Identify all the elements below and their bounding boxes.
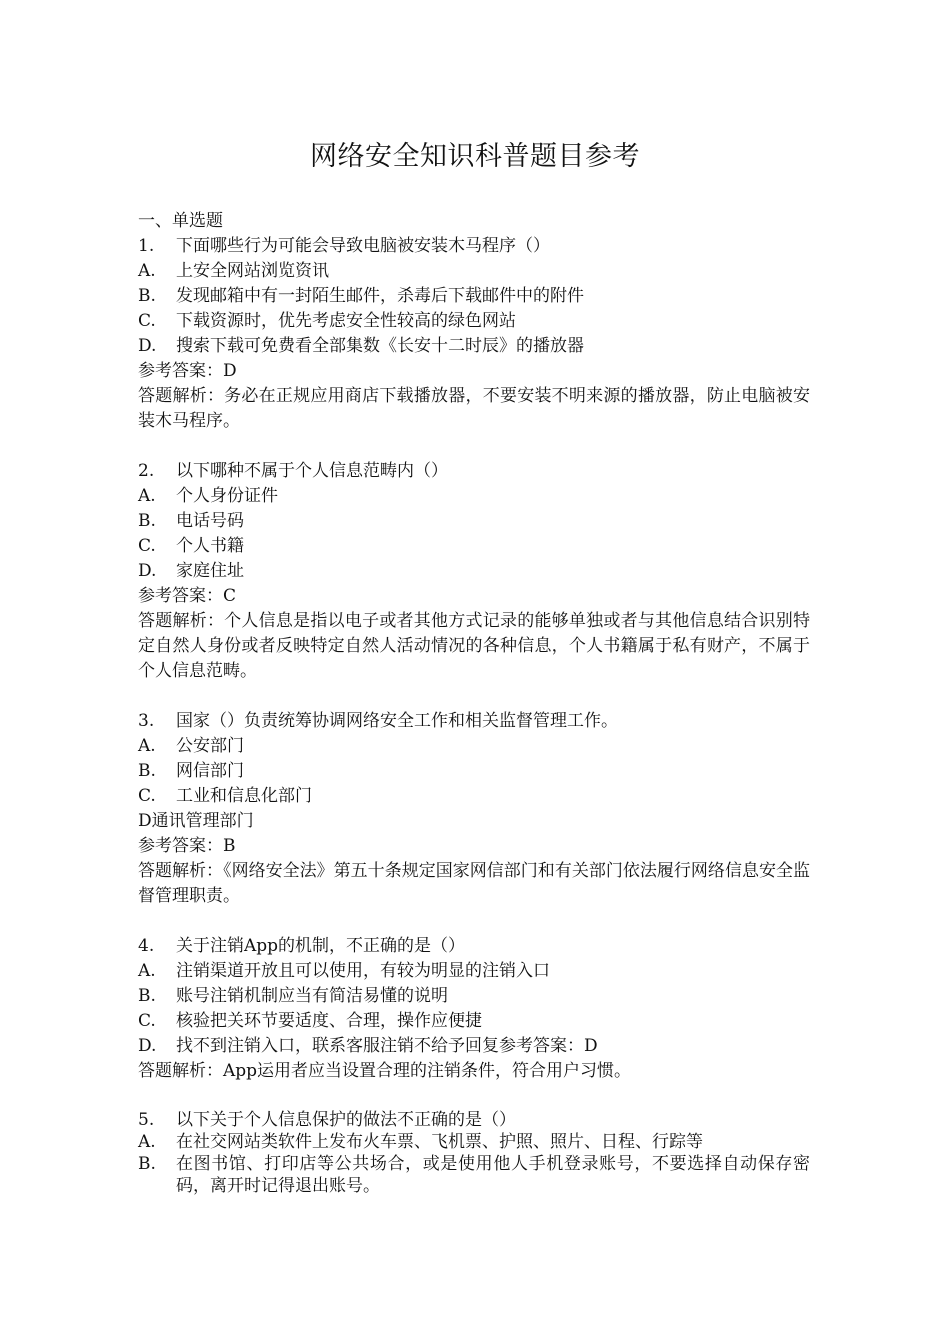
- section-heading: 一、单选题: [138, 211, 223, 231]
- option-c: [138, 534, 810, 559]
- question-1: [138, 234, 810, 434]
- option-c: [138, 309, 810, 334]
- option-text: 账号注销机制应当有简洁易懂的说明: [176, 986, 448, 1006]
- question-5: [138, 1109, 810, 1197]
- option-text: 搜索下载可免费看全部集数《长安十二时辰》的播放器: [176, 336, 584, 356]
- option-d: [138, 559, 810, 584]
- option-letter: A.: [138, 1132, 156, 1152]
- option-text: 工业和信息化部门: [176, 786, 312, 806]
- option-text: 注销渠道开放且可以使用，有较为明显的注销入口: [176, 961, 550, 981]
- option-letter: A.: [138, 486, 156, 506]
- question-3: [138, 709, 810, 909]
- option-letter: C.: [138, 786, 156, 806]
- option-d: [138, 334, 810, 359]
- option-letter: C.: [138, 536, 156, 556]
- option-d: [138, 1034, 810, 1059]
- answer-analysis: 答题解析：App运用者应当设置合理的注销条件，符合用户习惯。: [138, 1061, 632, 1081]
- option-a: [138, 959, 810, 984]
- option-c: [138, 1009, 810, 1034]
- spacer: [138, 434, 810, 459]
- option-b: [138, 284, 810, 309]
- document-title: 网络安全知识科普题目参考: [310, 141, 640, 172]
- option-text: 个人书籍: [176, 536, 244, 556]
- answer-analysis: 答题解析：个人信息是指以电子或者其他方式记录的能够单独或者与其他信息结合识别特定自然人身份或者反映特定自然人活动情况的各种信息，个人书籍属于私有财产，不属于个人信息范畴。: [138, 611, 810, 681]
- option-b: [138, 984, 810, 1009]
- option-a: [138, 259, 810, 284]
- question-text: 下面哪些行为可能会导致电脑被安装木马程序（）: [176, 236, 550, 256]
- option-a: [138, 484, 810, 509]
- answer-analysis: 答题解析：务必在正规应用商店下载播放器，不要安装不明来源的播放器，防止电脑被安装木马程序。: [138, 386, 810, 431]
- option-text: 网信部门: [176, 761, 244, 781]
- document-body: [138, 209, 810, 1197]
- option-d: D通讯管理部门: [138, 811, 254, 831]
- question-stem: [138, 709, 810, 734]
- question-text: 国家（）负责统筹协调网络安全工作和相关监督管理工作。: [176, 711, 618, 731]
- option-text: 在图书馆、打印店等公共场合，或是使用他人手机登录账号，不要选择自动保存密码，离开时记得退出账号。: [176, 1154, 810, 1196]
- question-text: 以下关于个人信息保护的做法不正确的是（）: [176, 1110, 516, 1130]
- option-letter: D.: [138, 1036, 157, 1056]
- option-letter: B.: [138, 986, 156, 1006]
- reference-answer: 参考答案：C: [138, 586, 237, 606]
- option-text: 核验把关环节要适度、合理，操作应便捷: [176, 1011, 482, 1031]
- question-stem: [138, 234, 810, 259]
- question-stem: [138, 934, 810, 959]
- option-text: 发现邮箱中有一封陌生邮件，杀毒后下载邮件中的附件: [176, 286, 584, 306]
- option-a: [138, 734, 810, 759]
- question-number: 5.: [138, 1110, 155, 1130]
- option-b: [138, 759, 810, 784]
- option-text: 电话号码: [176, 511, 244, 531]
- option-letter: A.: [138, 736, 156, 756]
- reference-answer: 参考答案：D: [138, 361, 237, 381]
- option-letter: D.: [138, 336, 157, 356]
- option-letter: B.: [138, 511, 156, 531]
- option-c: [138, 784, 810, 809]
- reference-answer: 参考答案：B: [138, 836, 236, 856]
- spacer: [138, 1084, 810, 1109]
- option-letter: B.: [138, 286, 156, 306]
- question-stem: [138, 1109, 810, 1131]
- option-letter: A.: [138, 261, 156, 281]
- spacer: [138, 909, 810, 934]
- option-text: 公安部门: [176, 736, 244, 756]
- answer-analysis: 答题解析：《网络安全法》第五十条规定国家网信部门和有关部门依法履行网络信息安全监督管理职责。: [138, 861, 810, 906]
- question-number: 1.: [138, 236, 155, 256]
- option-text: 找不到注销入口，联系客服注销不给予回复参考答案：D: [176, 1036, 598, 1056]
- question-text: 以下哪种不属于个人信息范畴内（）: [176, 461, 448, 481]
- option-text: 在社交网站类软件上发布火车票、飞机票、护照、照片、日程、行踪等: [176, 1132, 703, 1152]
- option-letter: C.: [138, 1011, 156, 1031]
- option-letter: A.: [138, 961, 156, 981]
- question-number: 3.: [138, 711, 155, 731]
- question-4: [138, 934, 810, 1084]
- option-letter: B.: [138, 761, 156, 781]
- option-a: [138, 1131, 810, 1153]
- question-number: 2.: [138, 461, 155, 481]
- option-letter: D.: [138, 561, 157, 581]
- option-text: 个人身份证件: [176, 486, 278, 506]
- question-stem: [138, 459, 810, 484]
- option-text: 上安全网站浏览资讯: [176, 261, 329, 281]
- option-b: [138, 1153, 810, 1197]
- option-letter: B.: [138, 1154, 156, 1174]
- question-text: 关于注销App的机制，不正确的是（）: [176, 936, 466, 956]
- option-b: [138, 509, 810, 534]
- question-2: [138, 459, 810, 684]
- option-letter: C.: [138, 311, 156, 331]
- spacer: [138, 684, 810, 709]
- question-number: 4.: [138, 936, 155, 956]
- option-text: 家庭住址: [176, 561, 244, 581]
- option-text: 下载资源时，优先考虑安全性较高的绿色网站: [176, 311, 516, 331]
